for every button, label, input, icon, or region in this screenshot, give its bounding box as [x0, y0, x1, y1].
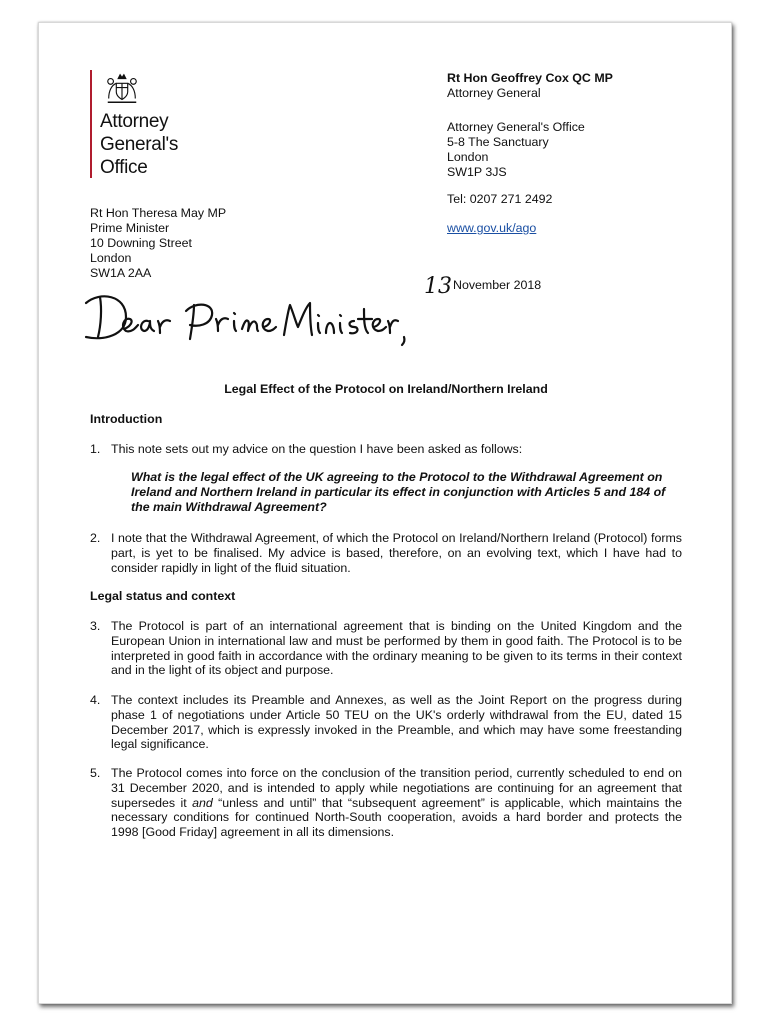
logo-accent-bar: [90, 70, 92, 178]
recipient-line: Prime Minister: [90, 221, 170, 235]
paragraph-2: [90, 531, 682, 575]
recipient-line: Rt Hon Theresa May MP: [90, 206, 227, 220]
paragraph-text: [111, 766, 682, 840]
advice-question: What is the legal effect of the UK agreeing to the Protocol to the Withdrawal Agreement on Ireland and Northern Ireland in particular its effect in conjunction with Articles 5 and 184 of the main Withdrawal Agreement?: [131, 470, 666, 514]
letter-date: [424, 274, 541, 299]
organisation-name: [100, 110, 178, 179]
recipient-line: SW1A 2AA: [90, 266, 152, 280]
section-heading-introduction: Introduction: [90, 412, 163, 426]
paragraph-number: 4.: [90, 693, 101, 707]
paragraph-text: I note that the Withdrawal Agreement, of which the Protocol on Ireland/Northern Ireland (Protocol) forms part, is yet to be finalised. My advice is based, therefore, on an evolving text, which I have had to consider rapidly in light of the fluid situation.: [111, 531, 682, 575]
paragraph-number: 2.: [90, 531, 101, 545]
handwritten-salutation: [78, 283, 408, 353]
organisation-name-line: Attorney: [100, 111, 169, 132]
royal-coat-of-arms-icon: [103, 70, 141, 108]
paragraph-text: The Protocol is part of an international agreement that is binding on the United Kingdom and the European Union in international law and must be performed by them in good faith. The Protocol is to be interpreted in good faith in accordance with the ordinary meaning to be given to its terms in their context and in the light of its object and purpose.: [111, 619, 682, 678]
sender-block: [447, 71, 613, 236]
recipient-line: London: [90, 251, 132, 265]
sender-telephone: Tel: 0207 271 2492: [447, 192, 553, 206]
sender-address-line: Attorney General's Office: [447, 120, 585, 134]
paragraph-5: [90, 766, 682, 840]
sender-name: Rt Hon Geoffrey Cox QC MP: [447, 71, 613, 85]
paragraph-text: The context includes its Preamble and Annexes, as well as the Joint Report on the progress during phase 1 of negotiations under Article 50 TEU on the UK's orderly withdrawal from the EU, dated 15 December 2017, which is expressly invoked in the Preamble, and which may have some freestanding legal significance.: [111, 693, 682, 752]
paragraph-3: [90, 619, 682, 678]
recipient-line: 10 Downing Street: [90, 236, 192, 250]
sender-title: Attorney General: [447, 86, 541, 100]
paragraph-text-part: “unless and until” that “subsequent agreement” is applicable, which maintains the necessary conditions for continued North-South cooperation, avoids a hard border and protects the 1998 [Good Friday] agreement in all its dimensions.: [111, 795, 682, 840]
paragraph-number: 3.: [90, 619, 101, 633]
sender-website-link[interactable]: www.gov.uk/ago: [447, 221, 537, 235]
paragraph-number: 5.: [90, 766, 101, 780]
organisation-name-line: General's: [100, 134, 179, 155]
paragraph-number: 1.: [90, 442, 101, 456]
section-heading-legal-status: Legal status and context: [90, 589, 236, 603]
date-month-year: November 2018: [453, 278, 542, 292]
sender-address-line: London: [447, 150, 489, 164]
paragraph-text-part: The Protocol comes into force on the conclusion of the transition period, currently scheduled to end on 31 December 2020, and is intended to apply while negotiations are continuing for an agreement that supersedes it: [111, 766, 682, 810]
organisation-name-line: Office: [100, 157, 148, 178]
paragraph-4: [90, 693, 682, 752]
recipient-block: [90, 206, 226, 281]
paragraph-emphasis: and: [192, 795, 213, 810]
handwritten-day: 13: [424, 274, 452, 299]
sender-address-line: SW1P 3JS: [447, 165, 507, 179]
sender-address-line: 5-8 The Sanctuary: [447, 135, 549, 149]
paragraph-1: [90, 442, 682, 457]
paragraph-text: This note sets out my advice on the question I have been asked as follows:: [111, 442, 523, 456]
document-title: Legal Effect of the Protocol on Ireland/Northern Ireland: [224, 382, 548, 396]
